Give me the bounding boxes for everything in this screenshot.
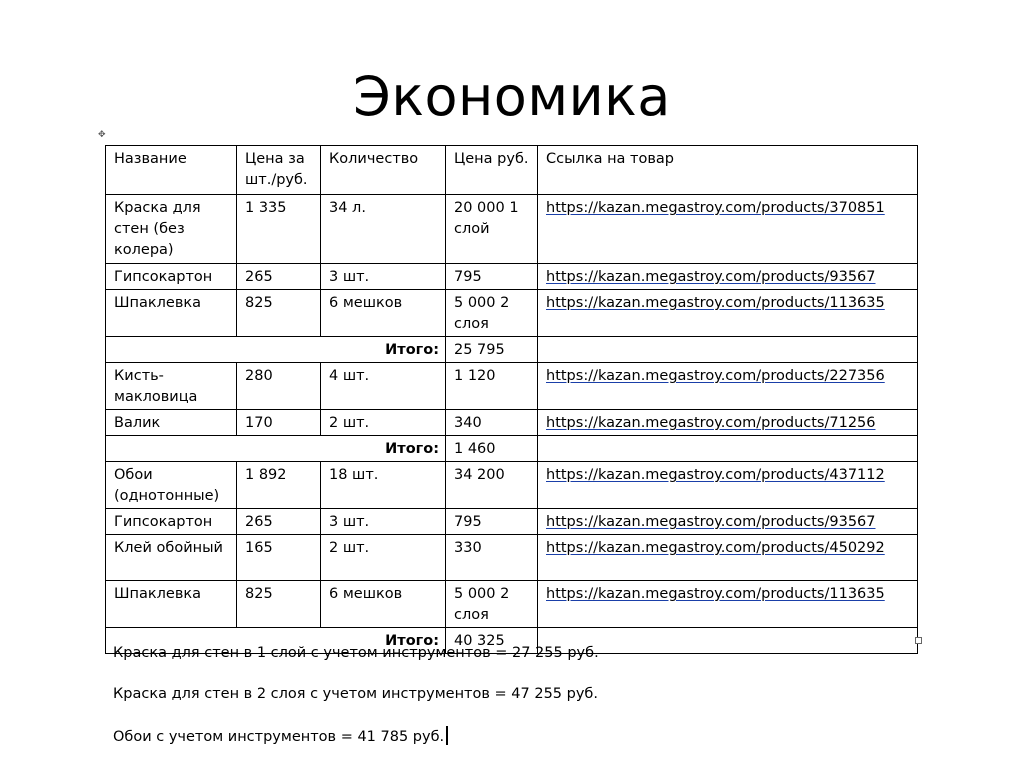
text-caret [446, 726, 448, 745]
item-sum: 795 [446, 264, 538, 290]
product-link[interactable]: https://kazan.megastroy.com/products/227356 [546, 368, 885, 384]
item-name: Гипсокартон [106, 509, 237, 535]
item-link-cell [538, 195, 918, 264]
item-sum: 330 [446, 535, 538, 581]
table-anchor-icon[interactable]: ✥ [98, 129, 106, 139]
table-row [106, 535, 918, 581]
item-name: Клей обойный [106, 535, 237, 581]
product-link[interactable]: https://kazan.megastroy.com/products/113635 [546, 295, 885, 311]
item-link-cell [538, 264, 918, 290]
total-label: Итого: [106, 628, 446, 654]
item-link-cell [538, 462, 918, 509]
summary-line-3: Обои с учетом инструментов = 41 785 руб. [113, 729, 445, 745]
item-link-cell [538, 509, 918, 535]
item-qty: 2 шт. [321, 535, 446, 581]
table-row [106, 581, 918, 628]
empty-cell [538, 436, 918, 462]
table-row [106, 509, 918, 535]
item-sum: 340 [446, 410, 538, 436]
total-label: Итого: [106, 436, 446, 462]
item-price: 170 [237, 410, 321, 436]
item-sum: 5 000 2 слоя [446, 290, 538, 337]
item-qty: 4 шт. [321, 363, 446, 410]
item-name: Гипсокартон [106, 264, 237, 290]
item-link-cell [538, 363, 918, 410]
table-row [106, 290, 918, 337]
item-sum: 795 [446, 509, 538, 535]
item-price: 280 [237, 363, 321, 410]
item-qty: 6 мешков [321, 581, 446, 628]
total-row [106, 436, 918, 462]
item-price: 165 [237, 535, 321, 581]
total-row [106, 337, 918, 363]
summary-line-3-wrap[interactable] [113, 726, 448, 747]
header-name: Название [106, 146, 237, 195]
header-qty: Количество [321, 146, 446, 195]
item-name: Краска для стен (без колера) [106, 195, 237, 264]
item-qty: 34 л. [321, 195, 446, 264]
item-name: Шпаклевка [106, 581, 237, 628]
item-sum: 1 120 [446, 363, 538, 410]
table-row [106, 363, 918, 410]
item-price: 265 [237, 509, 321, 535]
item-name: Валик [106, 410, 237, 436]
item-link-cell [538, 410, 918, 436]
product-link[interactable]: https://kazan.megastroy.com/products/450292 [546, 540, 885, 556]
table-row [106, 264, 918, 290]
total-value: 25 795 [446, 337, 538, 363]
summary-line-1: Краска для стен в 1 слой с учетом инструментов = 27 255 руб. [113, 645, 599, 661]
table-row [106, 410, 918, 436]
table-row [106, 195, 918, 264]
total-value: 1 460 [446, 436, 538, 462]
product-link[interactable]: https://kazan.megastroy.com/products/93567 [546, 514, 876, 530]
item-sum: 5 000 2 слоя [446, 581, 538, 628]
item-sum: 34 200 [446, 462, 538, 509]
product-link[interactable]: https://kazan.megastroy.com/products/113635 [546, 586, 885, 602]
table-header-row [106, 146, 918, 195]
header-link: Ссылка на товар [538, 146, 918, 195]
item-link-cell [538, 290, 918, 337]
summary-line-2: Краска для стен в 2 слоя с учетом инструментов = 47 255 руб. [113, 686, 598, 702]
price-table [105, 145, 918, 654]
item-name: Кисть-макловица [106, 363, 237, 410]
total-label: Итого: [106, 337, 446, 363]
slide-title: Экономика [353, 65, 671, 128]
total-value: 40 325 [446, 628, 538, 654]
table-row [106, 462, 918, 509]
item-price: 1 892 [237, 462, 321, 509]
item-qty: 2 шт. [321, 410, 446, 436]
item-name: Шпаклевка [106, 290, 237, 337]
item-link-cell [538, 581, 918, 628]
item-link-cell [538, 535, 918, 581]
item-price: 825 [237, 290, 321, 337]
item-price: 1 335 [237, 195, 321, 264]
item-qty: 6 мешков [321, 290, 446, 337]
product-link[interactable]: https://kazan.megastroy.com/products/93567 [546, 269, 876, 285]
item-price: 825 [237, 581, 321, 628]
product-link[interactable]: https://kazan.megastroy.com/products/71256 [546, 415, 876, 431]
empty-cell [538, 337, 918, 363]
table-resize-handle[interactable] [915, 637, 922, 644]
item-qty: 3 шт. [321, 264, 446, 290]
item-qty: 18 шт. [321, 462, 446, 509]
item-name: Обои (однотонные) [106, 462, 237, 509]
product-link[interactable]: https://kazan.megastroy.com/products/437112 [546, 467, 885, 483]
item-qty: 3 шт. [321, 509, 446, 535]
item-sum: 20 000 1 слой [446, 195, 538, 264]
item-price: 265 [237, 264, 321, 290]
header-sum: Цена руб. [446, 146, 538, 195]
product-link[interactable]: https://kazan.megastroy.com/products/370851 [546, 200, 885, 216]
header-price: Цена за шт./руб. [237, 146, 321, 195]
